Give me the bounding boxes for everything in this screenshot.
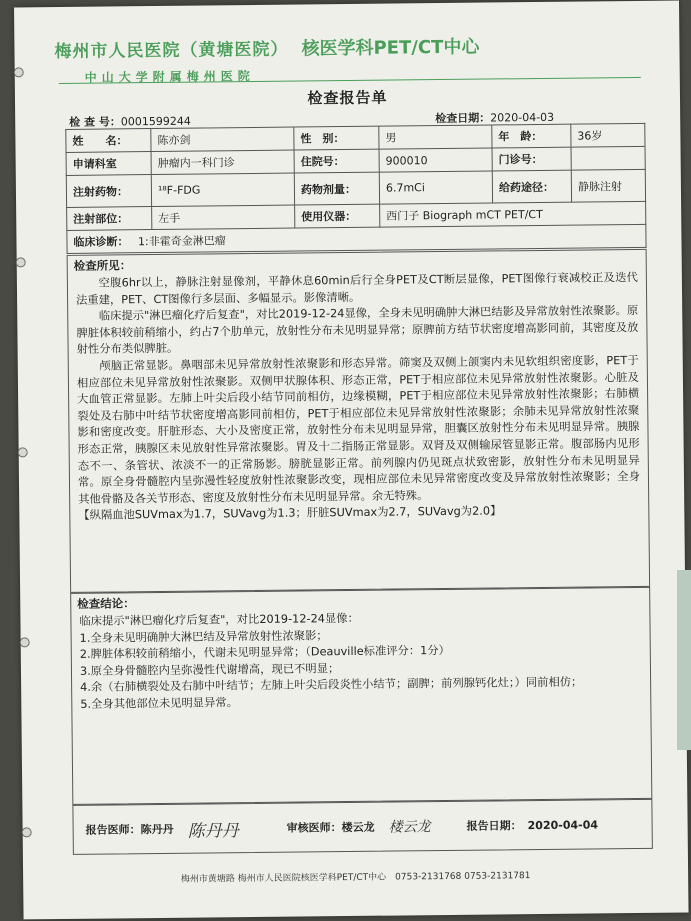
binding-ring bbox=[20, 637, 30, 647]
sex-label: 性 别： bbox=[294, 126, 379, 150]
findings-text bbox=[68, 270, 649, 525]
inpatient-label: 住院号： bbox=[294, 149, 379, 173]
route-label: 给药途径： bbox=[492, 170, 571, 203]
reviewer-label: 审核医师： bbox=[286, 821, 342, 835]
report-sheet bbox=[14, 1, 689, 920]
dose-value: 6.7mCi bbox=[379, 171, 492, 204]
reviewer-name: 楼云龙 bbox=[341, 820, 375, 835]
conclusion-item: 3.原全身骨髓腔内呈弥漫性代谢增高，现已不明显； bbox=[79, 661, 340, 678]
conclusion-item: 5.全身其他部位未见明显异常。 bbox=[80, 696, 239, 711]
device-value: 西门子 Biograph mCT PET/CT bbox=[380, 201, 646, 227]
binding-ring bbox=[18, 447, 28, 457]
exam-number-value: 0001599244 bbox=[120, 114, 191, 129]
page-title: 检查报告单 bbox=[307, 88, 388, 108]
age-label: 年 龄： bbox=[492, 124, 571, 148]
dept-value: 肿瘤内一科门诊 bbox=[151, 150, 294, 174]
reviewer-signature: 楼云龙 bbox=[388, 819, 431, 836]
conclusion-intro: 临床提示"淋巴瘤化疗后复查"，对比2019-12-24显像： bbox=[79, 611, 359, 628]
findings-paragraph-1: 空腹6hr以上，静脉注射显像剂，平静休息60min后行全身PET及CT断层显像，PET图像行衰减校正及迭代法重建，PET、CT图像行多层面、多幅显示。影像清晰。 bbox=[76, 270, 638, 307]
diagnosis-label: 临床诊断： bbox=[73, 235, 129, 249]
department-name: 核医学科PET/CT中心 bbox=[301, 36, 480, 60]
diagnosis-value: 1:非霍奇金淋巴瘤 bbox=[137, 234, 226, 249]
suv-summary: 【纵隔血池SUVmax为1.7，SUVavg为1.3；肝脏SUVmax为2.7，SUVavg为2.0】 bbox=[78, 504, 502, 523]
reporter-label: 报告医师： bbox=[85, 823, 141, 837]
exam-date-value: 2020-04-03 bbox=[490, 110, 555, 125]
device-label: 使用仪器： bbox=[295, 204, 380, 228]
name-value: 陈亦剑 bbox=[151, 127, 294, 151]
conclusion-item: 2.脾脏体积较前稍缩小，代谢未见明显异常；（Deauville标准评分：1分） bbox=[79, 644, 450, 662]
conclusion-label: 检查结论： bbox=[77, 596, 135, 611]
hospital-name: 梅州市人民医院（黄塘医院） bbox=[54, 39, 289, 63]
outpatient-label: 门诊号： bbox=[492, 147, 571, 171]
conclusion-item: 4.余（右肺横裂处及右肺中叶结节；左肺上叶尖后段炎性小结节；副脾；前列腺钙化灶；）同前相仿； bbox=[80, 675, 583, 695]
report-date-label: 报告日期： bbox=[466, 819, 522, 833]
reporter-name: 陈丹丹 bbox=[140, 822, 174, 837]
conclusion-section bbox=[70, 587, 652, 805]
dose-label: 药物剂量： bbox=[294, 172, 379, 205]
age-value: 36岁 bbox=[571, 123, 645, 147]
site-label: 注射部位： bbox=[67, 207, 152, 231]
findings-paragraph-3: 颅脑正常显影。鼻咽部未见异常放射性浓聚影和形态异常。筛窦及双侧上颌窦内未见软组织密度影，PET于相应部位未见异常放射性浓聚影。双侧甲状腺体积、形态正常，PET于相应部位未见异常放射性浓聚影。心脏及大血管正常显影。左肺上叶尖后段小结节同前相仿，边缘模糊，PET于相应部位未见异常放射性浓聚影；右肺横裂处及右肺中叶结节状密度增高影同前相仿，PET于相应部位未见异常放射性浓聚影；余肺未见异常放射性浓聚影和密度改变。肝脏形态、大小及密度正常，放射性分布未见明显异常，胆囊区放射性分布未见明显异常。胰腺形态正常，胰腺区未见放射性异常浓聚影。胃及十二指肠正常显影。双肾及双侧输尿管显影正常。腹部肠内见形态不一、条管状、浓淡不一的正常肠影。膀胱显影正常。前列腺内仍见斑点状致密影，放射性分布未见明显异常。原全身骨髓腔内呈弥漫性轻度放射性浓聚影改变，现相应部位未见异常密度改变及异常放射性浓聚影；全身其他骨骼及各关节形态、密度及放射性分布未见明显异常。余无特殊。 bbox=[76, 353, 641, 506]
findings-section bbox=[67, 249, 651, 593]
site-value: 左手 bbox=[152, 205, 295, 229]
background-fabric bbox=[677, 570, 691, 750]
signature-row bbox=[72, 799, 652, 855]
route-value: 静脉注射 bbox=[571, 169, 645, 202]
university-name: 中山大学附属梅州医院 bbox=[84, 68, 255, 85]
conclusion-item: 1.全身未见明确肿大淋巴结及异常放射性浓聚影； bbox=[79, 628, 328, 645]
findings-label: 检查所见： bbox=[73, 258, 132, 273]
drug-label: 注射药物： bbox=[66, 175, 151, 208]
inpatient-value: 900010 bbox=[379, 148, 492, 172]
outpatient-value bbox=[571, 146, 645, 170]
dept-label: 申请科室 bbox=[66, 152, 151, 176]
exam-date-label: 检查日期： bbox=[435, 111, 491, 126]
footer-address: 梅州市黄塘路 梅州市人民医院核医学科PET/CT中心 0753-2131768 0753-2131781 bbox=[180, 871, 531, 885]
exam-number-label: 检 查 号： bbox=[69, 115, 121, 129]
binding-ring bbox=[14, 67, 24, 77]
report-date-value: 2020-04-04 bbox=[527, 817, 599, 832]
drug-value: ¹⁸F-FDG bbox=[151, 173, 294, 206]
conclusion-text bbox=[71, 608, 650, 714]
binding-ring bbox=[22, 827, 32, 837]
sex-value: 男 bbox=[379, 125, 492, 149]
findings-paragraph-2: 临床提示"淋巴瘤化疗后复查"，对比2019-12-24显像，全身未见明确肿大淋巴结影及异常放射性浓聚影。原脾脏体积较前稍缩小，约占7个肋单元，放射性分布未见明显异常；原脾前方结节状密度增高影同前，其密度及放射性分布类似脾脏。 bbox=[76, 304, 639, 357]
name-label: 姓 名： bbox=[66, 129, 151, 153]
patient-info-table bbox=[65, 123, 646, 254]
reporter-signature: 陈丹丹 bbox=[187, 820, 239, 842]
binding-ring bbox=[16, 257, 26, 267]
